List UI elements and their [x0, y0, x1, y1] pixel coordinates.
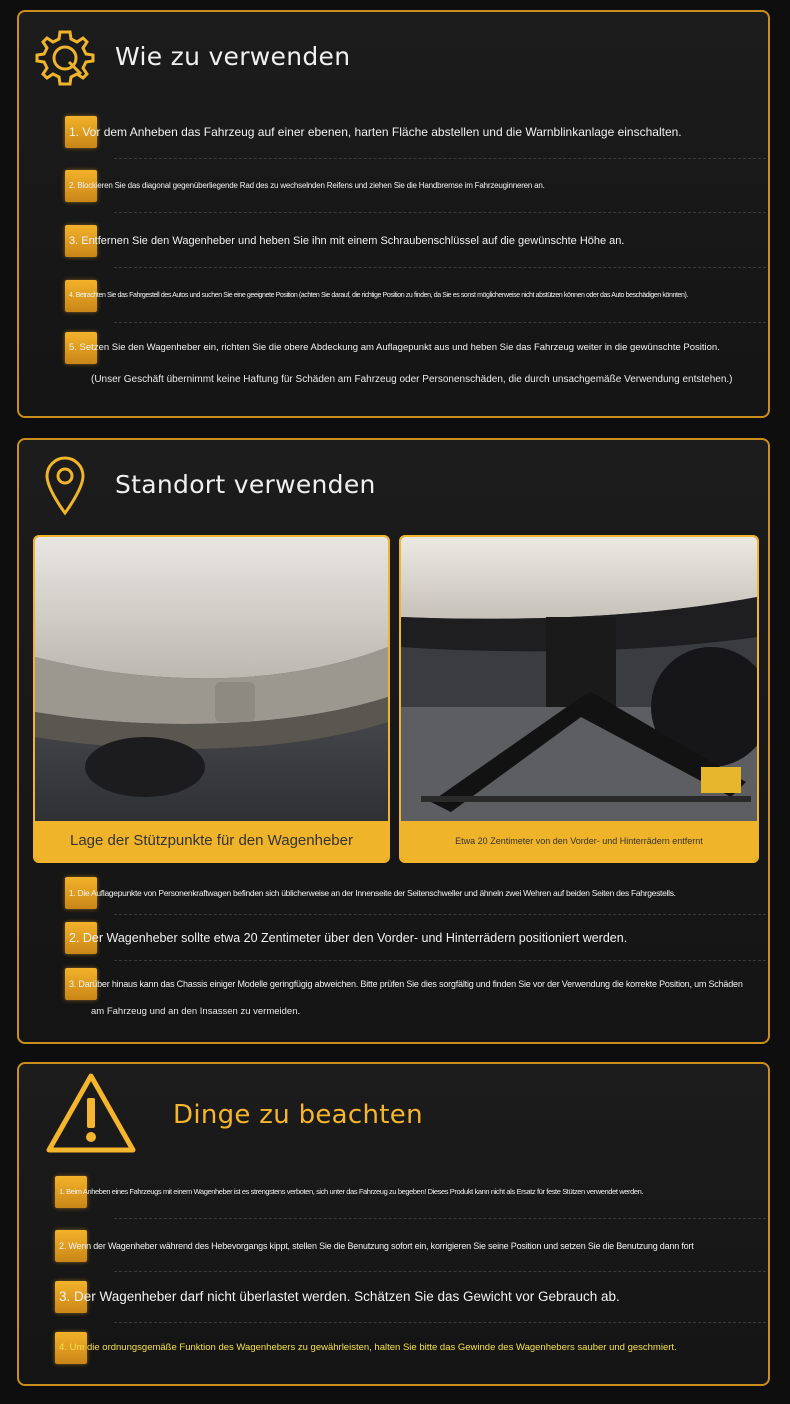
howto-step-4: 4. Betrachten Sie das Fahrgestell des Autos und suchen Sie eine geeignete Position (achten Sie darauf, die richtige Position zu finden, da Sie es sonst möglicherweise nicht abstützen können oder das Auto beschädigen könnten). — [65, 288, 758, 304]
howto-panel — [17, 10, 770, 418]
divider — [114, 1322, 766, 1323]
location-title: Standort verwenden — [115, 470, 376, 499]
warning-triangle-icon — [43, 1070, 139, 1161]
gear-wrench-icon — [35, 28, 95, 93]
scissor-jack-image — [401, 537, 757, 821]
divider — [114, 158, 766, 159]
howto-step-3: 3. Entfernen Sie den Wagenheber und heben Sie ihn mit einem Schraubenschlüssel auf die gewünschte Höhe an. — [65, 233, 758, 249]
notes-step-1: 1. Beim Anheben eines Fahrzeugs mit einem Wagenheber ist es strengstens verboten, sich unter das Fahrzeug zu begeben! Dieses Produkt kann nicht als Ersatz für feste Stützen verwendet werden. — [55, 1184, 758, 1200]
notes-step-4: 4. Um die ordnungsgemäße Funktion des Wagenhebers zu gewährleisten, halten Sie bitte das Gewinde des Wagenhebers sauber und geschmiert. — [55, 1340, 758, 1356]
divider — [114, 212, 766, 213]
location-step-3: 3. Darüber hinaus kann das Chassis einiger Modelle geringfügig abweichen. Bitte prüfen Sie dies sorgfältig und finden Sie vor der Verwendung die korrekte Position, um Schäden — [65, 976, 758, 992]
jack-in-use-photo — [399, 535, 759, 863]
divider — [114, 960, 766, 961]
caption-distance: Etwa 20 Zentimeter von den Vorder- und Hinterrädern entfernt — [401, 821, 757, 861]
howto-step-1: 1. Vor dem Anheben das Fahrzeug auf einer ebenen, harten Fläche abstellen und die Warnblinkanlage einschalten. — [65, 124, 758, 140]
divider — [114, 1218, 766, 1219]
divider — [114, 267, 766, 268]
howto-title: Wie zu verwenden — [115, 42, 351, 71]
divider — [114, 322, 766, 323]
howto-step-5: 5. Setzen Sie den Wagenheber ein, richten Sie die obere Abdeckung am Auflagepunkt aus und heben Sie das Fahrzeug weiter in die gewünschte Position. — [65, 340, 758, 356]
notes-step-2: 2. Wenn der Wagenheber während des Hebevorgangs kippt, stellen Sie die Benutzung sofort ein, korrigieren Sie seine Position und setzen Sie die Benutzung dann fort — [55, 1238, 758, 1254]
jack-point-photo — [33, 535, 390, 863]
car-sill-image — [35, 537, 388, 821]
location-pin-icon — [43, 456, 87, 521]
divider — [114, 1271, 766, 1272]
notes-step-3: 3. Der Wagenheber darf nicht überlastet werden. Schätzen Sie das Gewicht vor Gebrauch ab. — [55, 1289, 758, 1305]
disclaimer-note: (Unser Geschäft übernimmt keine Haftung für Schäden am Fahrzeug oder Personenschäden, die durch unsachgemäße Verwendung entstehen.) — [91, 374, 733, 385]
location-step-3-cont: am Fahrzeug und an den Insassen zu vermeiden. — [91, 1006, 301, 1017]
notes-title: Dinge zu beachten — [173, 1100, 423, 1130]
divider — [114, 914, 766, 915]
location-step-1: 1. Die Auflagepunkte von Personenkraftwagen befinden sich üblicherweise an der Innenseite der Seitenschweller und ähneln zwei Wehren auf beiden Seiten des Fahrgestells. — [65, 885, 758, 901]
howto-step-2: 2. Blockieren Sie das diagonal gegenüberliegende Rad des zu wechselnden Reifens und ziehen Sie die Handbremse im Fahrzeuginneren an. — [65, 178, 758, 194]
location-step-2: 2. Der Wagenheber sollte etwa 20 Zentimeter über den Vorder- und Hinterrädern positioniert werden. — [65, 930, 758, 946]
notes-panel — [17, 1062, 770, 1386]
caption-jack-points: Lage der Stützpunkte für den Wagenheber — [35, 821, 388, 861]
